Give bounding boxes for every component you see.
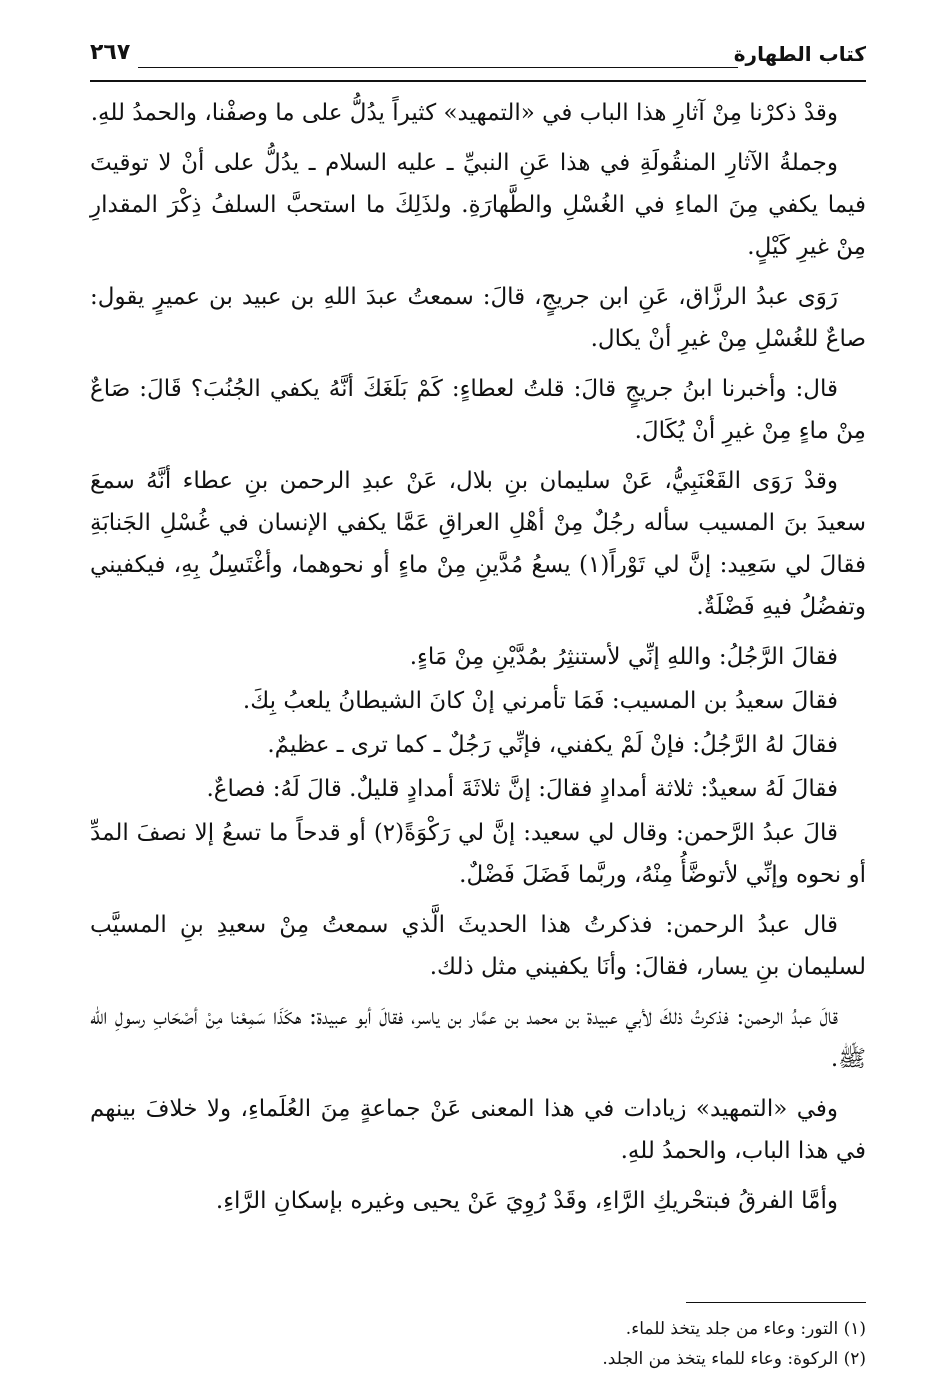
paragraph: وقدْ ذكرْنا مِنْ آثارِ هذا الباب في «التمهيد» كثيراً يدُلُّ على ما وصفْنا، والحمدُ للهِ. — [90, 100, 838, 126]
chapter-title: كتاب الطهارة — [733, 42, 866, 66]
paragraph: قالَ عبدُ الرَّحمن: وقال لي سعيد: إنَّ لي رَكْوَةً(٢) أو قدحاً ما تسعُ إلا نصفَ المدِّ أو نحوه وإنِّي لأتوضَّأُ مِنْهُ، وربَّما فَضَلَ فَضْلٌ. — [90, 820, 866, 888]
paragraph: وقدْ رَوَى القَعْنَبِيُّ، عَنْ سليمان بنِ بلال، عَنْ عبدِ الرحمن بنِ عطاء أنَّهُ سمعَ سعيدَ بنَ المسيب سأله رجُلٌ مِنْ أهْلِ العراقِ عَمَّا يكفي الإنسان في غُسْلِ الجَنابَةِ فقالَ لي سَعِيد: إنَّ لي تَوْراً(١) يسعُ مُدَّينِ مِنْ ماءٍ أو نحوهما، وأغْتَسِلُ بِهِ، فيكفيني وتفضُلُ فيهِ فَضْلَةٌ. — [90, 468, 866, 620]
paragraph: وجملةُ الآثارِ المنقُولَةِ في هذا عَنِ النبيِّ ـ عليه السلام ـ يدُلُّ على أنْ لا توقيتَ فيما يكفي مِنَ الماءِ في الغُسْلِ والطَّهارَةِ. ولذَلِكَ ما استحبَّ السلفُ ذِكْرَ المقدارِ مِنْ غيرِ كَيْلٍ. — [90, 150, 866, 260]
paragraph: رَوَى عبدُ الرزَّاق، عَنِ ابن جريجٍ، قالَ: سمعتُ عبدَ اللهِ بن عبيد بن عميرٍ يقول: صاعٌ للغُسْلِ مِنْ غيرِ أنْ يكال. — [90, 284, 866, 352]
header-rule — [138, 67, 738, 68]
footnotes — [90, 1314, 866, 1374]
footnote-divider — [686, 1302, 866, 1303]
paragraph: فقالَ لَهُ سعيدٌ: ثلاثة أمدادٍ فقالَ: إنَّ ثلاثَةَ أمدادٍ قليلٌ. قالَ لَهُ: فصاعٌ. — [206, 776, 838, 802]
book-page — [90, 30, 866, 1370]
paragraph: قال: وأخبرنا ابنُ جريجٍ قالَ: قلتُ لعطاءٍ: كَمْ بَلَغَكَ أنَّهُ يكفي الجُنُبَ؟ قَالَ: صَاعٌ مِنْ ماءٍ مِنْ غيرِ أنْ يُكَالَ. — [90, 376, 866, 444]
paragraph: فقالَ الرَّجُلُ: واللهِ إنِّي لأستنثِرُ بمُدَّيْنِ مِنْ مَاءٍ. — [409, 644, 838, 670]
page-header — [90, 30, 866, 72]
paragraph: فقالَ لهُ الرَّجُلُ: فإنْ لَمْ يكفني، فإنِّي رَجُلٌ ـ كما ترى ـ عظيمٌ. — [267, 732, 838, 758]
page-number: ٢٦٧ — [90, 40, 131, 65]
paragraph: وفي «التمهيد» زيادات في هذا المعنى عَنْ جماعةٍ مِنَ العُلَماءِ، ولا خلافَ بينهم في هذا الباب، والحمدُ للهِ. — [90, 1096, 866, 1164]
paragraph: قالَ عبدُ الرحمن: فذكرتُ ذلكَ لأبي عبيدة بن محمد بن عمَّار بن ياسر، فقالَ أبو عبيدة: هكَذَا سَمِعْنا مِنْ أصْحَابِ رسولِ الله ﷺ. — [90, 1004, 866, 1072]
footnote: (٢) الركوة: وعاء للماء يتخذ من الجلد. — [602, 1349, 866, 1369]
paragraph: وأمَّا الفرقُ فبتحْريكِ الرَّاءِ، وقَدْ رُوِيَ عَنْ يحيى وغيره بإسكانِ الرَّاءِ. — [215, 1188, 838, 1214]
paragraph: قال عبدُ الرحمن: فذكرتُ هذا الحديثَ الَّذي سمعتُ مِنْ سعيدِ بنِ المسيَّب لسليمان بنِ يسار، فقالَ: وأنَا يكفيني مثل ذلك. — [90, 912, 866, 980]
paragraph: فقالَ سعيدُ بن المسيب: فَمَا تأمرني إنْ كانَ الشيطانُ يلعبُ بِكَ. — [242, 688, 838, 714]
main-text — [90, 92, 866, 1230]
header-divider — [90, 80, 866, 82]
footnote: (١) التور: وعاء من جلد يتخذ للماء. — [625, 1319, 866, 1339]
